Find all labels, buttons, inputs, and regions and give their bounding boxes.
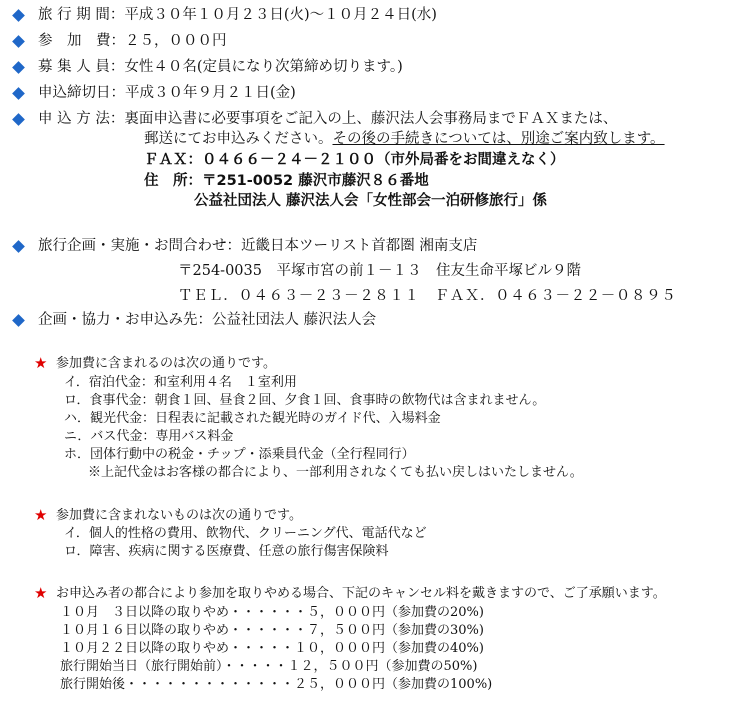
apply-value: 裏面申込書に必要事項をご記入の上、藤沢法人会事務局までＦＡＸまたは、 bbox=[124, 111, 618, 127]
fee-value: ２５，０００円 bbox=[125, 33, 227, 49]
excluded-item: イ．個人的性格の費用、飲物代、クリーニング代、電話代など bbox=[64, 526, 427, 541]
included-item: ハ．観光代金：日程表に記載された観光時のガイド代、入場料金 bbox=[64, 411, 441, 426]
cancel-row: １０月１６日以降の取りやめ・・・・・・７，５００円（参加費の30%) bbox=[60, 623, 484, 638]
fee-row: 参 加 費：２５，０００円 bbox=[38, 33, 227, 49]
capacity-label: 募 集 人 員 bbox=[38, 59, 110, 75]
cancel-row: 旅行開始当日（旅行開始前）・・・・・１２，５００円（参加費の50%) bbox=[60, 659, 478, 674]
apply-line2 bbox=[144, 130, 665, 148]
period-label: 旅 行 期 間 bbox=[38, 7, 110, 23]
bullet-diamond-icon bbox=[12, 113, 25, 126]
apply-fax: ＦＡＸ：０４６６－２４－２１００（市外局番をお間違えなく） bbox=[144, 152, 565, 168]
apply-org: 公益社団法人 藤沢法人会「女性部会一泊研修旅行」係 bbox=[194, 193, 548, 209]
included-item: イ．宿泊代金：和室利用４名 １室利用 bbox=[64, 375, 297, 390]
star-icon: ★ bbox=[34, 354, 48, 372]
cancel-row: １０月２２日以降の取りやめ・・・・・１０，０００円（参加費の40%) bbox=[60, 641, 484, 656]
included-item: ホ．団体行動中の税金・チップ・添乗員代金（全行程同行） bbox=[64, 447, 415, 462]
fee-label: 参 加 費 bbox=[38, 33, 111, 49]
included-item: ロ．食事代金：朝食１回、昼食２回、夕食１回、食事時の飲物代は含まれません。 bbox=[64, 393, 546, 408]
travel-tel: ＴＥＬ．０４６３－２３－２８１１ ＦＡＸ．０４６３－２２－０８９５ bbox=[178, 288, 677, 304]
star-icon: ★ bbox=[34, 584, 48, 602]
included-title: 参加費に含まれるのは次の通りです。 bbox=[56, 356, 276, 371]
included-item: ニ．バス代金：専用バス料金 bbox=[64, 429, 234, 444]
excluded-item: ロ．障害、疾病に関する医療費、任意の旅行傷害保険料 bbox=[64, 544, 389, 559]
cancel-row: １０月 ３日以降の取りやめ・・・・・・５，０００円（参加費の20%) bbox=[60, 605, 484, 620]
cancel-row: 旅行開始後・・・・・・・・・・・・・２５，０００円（参加費の100%) bbox=[60, 677, 493, 692]
capacity-row: 募 集 人 員：女性４０名(定員になり次第締め切ります。) bbox=[38, 59, 403, 75]
excluded-title: 参加費に含まれないものは次の通りです。 bbox=[56, 508, 302, 523]
period-row: 旅 行 期 間：平成３０年１０月２３日(火)～１０月２４日(水) bbox=[38, 7, 437, 23]
apply-line2b: その後の手続きについては、別途ご案内致します。 bbox=[332, 131, 665, 147]
bullet-diamond-icon bbox=[12, 240, 25, 253]
bullet-diamond-icon bbox=[12, 61, 25, 74]
bullet-diamond-icon bbox=[12, 87, 25, 100]
capacity-value: 女性４０名(定員になり次第締め切ります。) bbox=[124, 59, 403, 75]
deadline-label: 申込締切日 bbox=[38, 85, 111, 101]
travel-header: 旅行企画・実施・お問合わせ：近畿日本ツーリスト首都圏 湘南支店 bbox=[38, 238, 478, 254]
deadline-row: 申込締切日：平成３０年９月２１日(金) bbox=[38, 85, 296, 101]
bullet-diamond-icon bbox=[12, 9, 25, 22]
period-value: 平成３０年１０月２３日(火)～１０月２４日(水) bbox=[124, 7, 437, 23]
apply-line2a: 郵送にてお申込みください。 bbox=[144, 131, 333, 147]
bullet-diamond-icon bbox=[12, 314, 25, 327]
cooperation: 企画・協力・お申込み先：公益社団法人 藤沢法人会 bbox=[38, 312, 377, 328]
apply-address: 住 所：〒251-0052 藤沢市藤沢８６番地 bbox=[144, 173, 429, 189]
travel-address: 〒254-0035 平塚市宮の前１－１３ 住友生命平塚ビル９階 bbox=[178, 263, 581, 279]
bullet-diamond-icon bbox=[12, 35, 25, 48]
deadline-value: 平成３０年９月２１日(金) bbox=[125, 85, 296, 101]
star-icon: ★ bbox=[34, 506, 48, 524]
included-note: ※上記代金はお客様の都合により、一部利用されなくても払い戻しはいたしません。 bbox=[88, 465, 583, 480]
cancel-title: お申込み者の都合により参加を取りやめる場合、下記のキャンセル料を戴きますので、ご了承願います。 bbox=[56, 586, 666, 601]
apply-label: 申 込 方 法 bbox=[38, 111, 110, 127]
apply-row: 申 込 方 法：裏面申込書に必要事項をご記入の上、藤沢法人会事務局までＦＡＸまたは、 bbox=[38, 111, 618, 127]
